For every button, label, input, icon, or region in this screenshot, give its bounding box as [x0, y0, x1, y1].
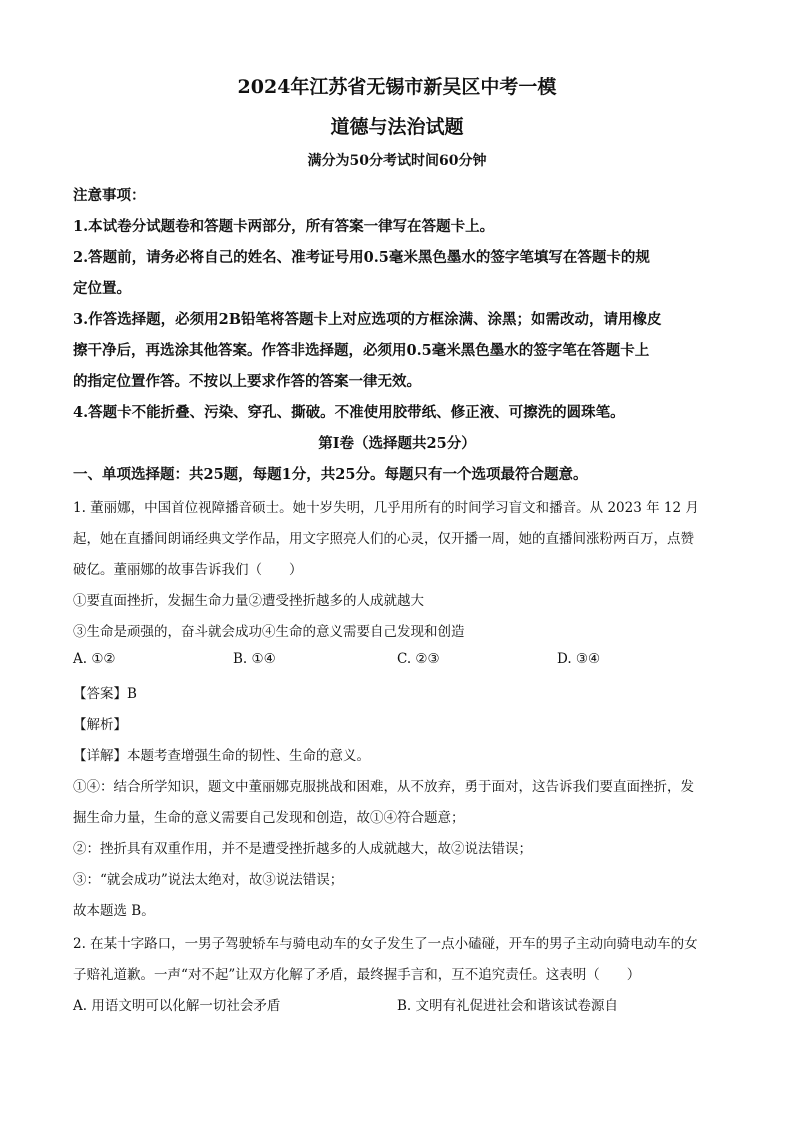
analysis-detail: ①④：结合所学知识，题文中董丽娜克服挑战和困难，从不放弃，勇于面对，这告诉我们要直面挫折，发 [73, 779, 694, 795]
question-stem: 2. 在某十字路口，一男子驾驶轿车与骑电动车的女子发生了一点小磕碰，开车的男子主动向骑电动车的女 [73, 936, 698, 952]
notice-item: 的指定位置作答。不按以上要求作答的答案一律无效。 [73, 373, 421, 390]
option-a: A. 用语文明可以化解一切社会矛盾 [73, 998, 281, 1014]
question-stem: 起，她在直播间朗诵经典文学作品，用文字照亮人们的心灵，仅开播一周，她的直播间涨粉两百万，点赞 [73, 531, 694, 547]
question-stem: 子赔礼道歉。一声“对不起”让双方化解了矛盾，最终握手言和，互不追究责任。这表明（ ） [73, 967, 641, 983]
analysis-detail: 掘生命力量，生命的意义需要自己发现和创造，故①④符合题意； [73, 810, 465, 826]
notice-item: 定位置。 [73, 280, 131, 297]
question-statement: ①要直面挫折，发掘生命力量②遭受挫折越多的人成就越大 [73, 593, 424, 609]
analysis-detail: 故本题选 B。 [73, 903, 155, 919]
analysis-detail: ③：“就会成功”说法太绝对，故③说法错误； [73, 872, 344, 888]
notice-item: 擦干净后，再选涂其他答案。作答非选择题，必须用0.5毫米黑色墨水的签字笔在答题卡上 [73, 342, 650, 359]
section-title: 第Ⅰ卷（选择题共25分） [318, 435, 476, 452]
notice-heading: 注意事项： [73, 187, 146, 204]
exam-info: 满分为50分考试时间60分钟 [307, 153, 487, 169]
notice-item: 3.作答选择题，必须用2B铅笔将答题卡上对应选项的方框涂满、涂黑；如需改动，请用橡皮 [73, 311, 662, 328]
notice-item: 1.本试卷分试题卷和答题卡两部分，所有答案一律写在答题卡上。 [73, 218, 495, 235]
part-title: 一、单项选择题：共25题，每题1分，共25分。每题只有一个选项最符合题意。 [73, 466, 588, 483]
notice-item: 4.答题卡不能折叠、污染、穿孔、撕破。不准使用胶带纸、修正液、可擦洗的圆珠笔。 [73, 404, 625, 421]
question-statement: ③生命是顽强的，奋斗就会成功④生命的意义需要自己发现和创造 [73, 624, 465, 640]
exam-title: 2024年江苏省无锡市新吴区中考一模 [237, 76, 557, 98]
analysis-detail: 【详解】本题考查增强生命的韧性、生命的意义。 [73, 748, 370, 764]
option-c: C. ②③ [397, 651, 440, 667]
notice-item: 2.答题前，请务必将自己的姓名、准考证号用0.5毫米黑色墨水的签字笔填写在答题卡的规 [73, 249, 650, 266]
answer-label: 【答案】B [73, 686, 137, 702]
option-b: B. 文明有礼促进社会和谐该试卷源自 [397, 998, 619, 1014]
subject-title: 道德与法治试题 [330, 116, 464, 138]
option-d: D. ③④ [557, 651, 601, 667]
option-a: A. ①② [73, 651, 116, 667]
analysis-detail: ②：挫折具有双重作用，并不是遭受挫折越多的人成就越大，故②说法错误； [73, 841, 532, 857]
option-b: B. ①④ [233, 651, 276, 667]
question-stem: 1. 董丽娜，中国首位视障播音硕士。她十岁失明，几乎用所有的时间学习盲文和播音。从 2023 年 12 月 [73, 500, 699, 516]
analysis-label: 【解析】 [73, 717, 127, 733]
question-stem: 破亿。董丽娜的故事告诉我们（ ） [73, 562, 303, 578]
